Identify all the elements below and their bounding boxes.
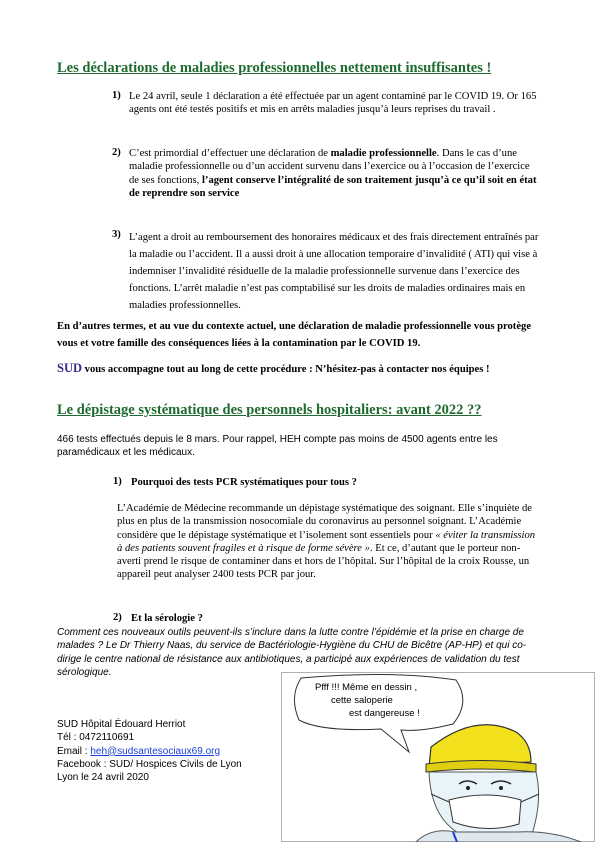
q2-title: Et la sérologie ?: [131, 613, 203, 624]
q1-text-quote: « éviter la transmission à des patients souvent fragiles et à risque de forme sévère »: [117, 529, 536, 554]
item2-number: 2): [112, 147, 121, 158]
item2-text-d: l’agent conserve l’intégralité de son traitement jusqu’à ce qu’il soit en état de reprendre son service: [129, 174, 537, 199]
q2-number: 2): [113, 612, 122, 623]
item2-text: [129, 147, 541, 200]
bubble-line-3: est dangereuse !: [349, 708, 420, 719]
item1-text: Le 24 avril, seule 1 déclaration a été effectuée par un agent contaminé par le COVID 19. Or 165 agents ont été testés positifs et mis en arrêts maladies jusqu’à leurs reprises du travail .: [129, 91, 537, 116]
sud-label: SUD: [57, 361, 83, 375]
footer-facebook: Facebook : SUD/ Hospices Civils de Lyon: [57, 758, 242, 770]
q1-number: 1): [113, 476, 122, 487]
q2-text: Comment ces nouveaux outils peuvent-ils s’inclure dans la lutte contre l’épidémie et la prise en charge de malades ? Le Dr Thierry Naas, du service de Bactériologie-Hygiène du CHU de Bicêtre (AP-HP) et qui co-dirige le centre national de résistance aux antibiotiques, a participé aux expériences de validation du test sérologique.: [57, 627, 527, 678]
item1-number: 1): [112, 90, 121, 101]
section2-intro: 466 tests effectués depuis le 8 mars. Pour rappel, HEH compte pas moins de 4500 agents entre les paramédicaux et les médicaux.: [57, 434, 498, 459]
item3-number: 3): [112, 229, 121, 240]
cartoon-illustration: [281, 672, 595, 842]
footer-email-link[interactable]: heh@sudsantesociaux69.org: [90, 745, 221, 757]
item2-text-c: . Dans le cas d’une maladie professionnelle ou d’un accident survenu dans l’exercice ou à l’occasion de l’exercice de ses fonctions,: [129, 148, 530, 186]
bubble-line-1: Pfff !!! Même en dessin ,: [315, 682, 418, 693]
footer-email-line: [57, 745, 242, 758]
bubble-line-2: cette saloperie: [331, 695, 393, 706]
item3-text: L’agent a droit au remboursement des honoraires médicaux et des frais directement entraînés par la maladie ou l’accident. Il a aussi droit à une allocation temporaire d’invalidité ( ATI) qui vise à indemniser l’invalidité résiduelle de la maladie professionnelle survenue dans l’exercice des fonctions. L’arrêt maladie n’est pas comptabilisé sur les droits de maladies ordinaires mais en maladies professionnelles.: [129, 232, 539, 311]
sud-paragraph: [57, 360, 542, 378]
footer-tel: Tél : 0472110691: [57, 732, 135, 744]
cartoon-drawing: [281, 672, 595, 842]
conclusion-text: En d’autres termes, et au vue du contexte actuel, une déclaration de maladie professionnelle vous protège vous et votre famille des conséquences liées à la contamination par le COVID 19.: [57, 321, 532, 349]
footer-date: Lyon le 24 avril 2020: [57, 772, 149, 784]
q1-text: [117, 502, 541, 582]
q1-title: Pourquoi des tests PCR systématiques pour tous ?: [131, 477, 357, 488]
footer-block: [57, 718, 242, 784]
section1-title: Les déclarations de maladies professionnelles nettement insuffisantes !: [57, 60, 492, 76]
footer-org: SUD Hôpital Édouard Herriot: [57, 719, 186, 730]
item2-text-a: C’est primordial d’effectuer une déclaration de: [129, 148, 331, 159]
q1-text-c: . Et ce, d’autant que le porteur non-averti prend le risque de contaminer dans et hors de l’hôpital. Sur l’hôpital de la croix Rousse, un appareil peut analyser 2400 tests PCR par jour.: [117, 542, 530, 581]
item2-text-b: maladie professionnelle: [330, 148, 437, 159]
section2-title: Le dépistage systématique des personnels hospitaliers: avant 2022 ??: [57, 402, 482, 418]
sud-text: vous accompagne tout au long de cette procédure : N’hésitez-pas à contacter nos équipes !: [82, 364, 490, 375]
q1-text-a: L’Académie de Médecine recommande un dépistage systématique des soignant. Elle s’inquiète de plus en plus de la transmission nosocomiale du coronavirus au personnel soignant. L’Académie considère que le dépistage systématique et l’isolement sont essentiels pour: [117, 503, 532, 541]
footer-email-label: Email :: [57, 745, 91, 757]
